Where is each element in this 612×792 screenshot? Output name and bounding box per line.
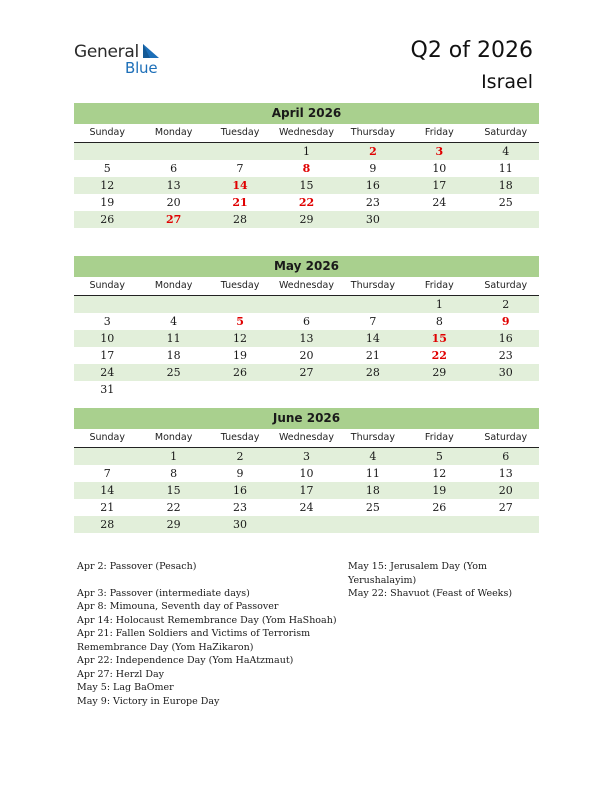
date-cell: 29 (299, 213, 314, 226)
holiday-entry: Apr 3: Passover (intermediate days) (77, 587, 250, 599)
weekday-thursday: Thursday (350, 127, 395, 138)
holiday-date-cell: 2 (369, 145, 377, 158)
holiday-entry: May 22: Shavuot (Feast of Weeks) (348, 588, 513, 599)
date-cell: 17 (432, 179, 447, 192)
weekday-friday: Friday (424, 280, 454, 291)
date-cell: 23 (498, 349, 513, 362)
date-cell: 18 (365, 484, 380, 497)
weekday-wednesday: Wednesday (278, 280, 334, 291)
date-cell: 27 (498, 501, 513, 514)
date-cell: 4 (369, 450, 377, 463)
date-cell: 2 (236, 450, 244, 463)
date-cell (273, 381, 339, 398)
weekday-tuesday: Tuesday (220, 127, 260, 138)
country-name: Israel (481, 71, 533, 93)
date-cell (140, 381, 206, 398)
date-cell: 1 (435, 298, 443, 311)
weekday-tuesday: Tuesday (220, 280, 260, 291)
date-cell: 29 (432, 366, 447, 379)
date-cell: 24 (100, 366, 115, 379)
date-cell: 11 (498, 162, 513, 175)
week-row (74, 347, 539, 364)
date-cell: 26 (100, 213, 115, 226)
holiday-entry: Apr 27: Herzl Day (77, 668, 164, 680)
date-cell: 14 (100, 484, 115, 497)
holiday-date-cell: 21 (232, 196, 248, 209)
week-row (74, 381, 539, 398)
date-cell (74, 448, 140, 465)
month-title: May 2026 (74, 256, 539, 277)
holiday-date-cell: 15 (431, 332, 447, 345)
date-cell: 7 (103, 467, 111, 480)
holiday-list-left (77, 560, 337, 708)
logo-blue-text: Blue (125, 59, 158, 77)
holiday-list-spacer (77, 574, 337, 587)
date-cell (340, 381, 406, 398)
weekday-saturday: Saturday (484, 280, 528, 291)
date-cell: 23 (365, 196, 380, 209)
date-cell: 11 (166, 332, 181, 345)
date-cell: 19 (100, 196, 115, 209)
holiday-date-cell: 22 (431, 349, 447, 362)
holiday-date-cell: 9 (501, 315, 510, 328)
date-cell: 26 (233, 366, 248, 379)
weekday-friday: Friday (424, 127, 454, 138)
weekday-header-row (74, 429, 539, 448)
date-cell: 15 (166, 484, 181, 497)
date-cell (406, 381, 472, 398)
date-cell (273, 296, 339, 313)
date-cell: 30 (498, 366, 513, 379)
week-row (74, 143, 539, 160)
week-row (74, 482, 539, 499)
date-cell: 30 (365, 213, 380, 226)
logo-flag-icon (141, 44, 161, 60)
date-cell: 6 (502, 450, 510, 463)
weekday-header-row (74, 124, 539, 143)
date-cell: 28 (100, 518, 115, 531)
weekday-sunday: Sunday (89, 432, 125, 443)
date-cell: 7 (236, 162, 244, 175)
logo-general-text: General (74, 42, 139, 62)
date-cell: 5 (435, 450, 443, 463)
date-cell: 13 (166, 179, 181, 192)
date-cell (473, 516, 539, 533)
weekday-monday: Monday (154, 280, 193, 291)
week-row (74, 364, 539, 381)
month-june (74, 408, 539, 533)
week-row (74, 160, 539, 177)
date-cell: 30 (233, 518, 248, 531)
holiday-date-cell: 5 (236, 315, 244, 328)
date-cell: 21 (365, 349, 380, 362)
date-cell: 21 (100, 501, 115, 514)
holiday-entry: Apr 8: Mimouna, Seventh day of Passover (77, 601, 279, 612)
date-cell (273, 516, 339, 533)
holiday-entry: Apr 22: Independence Day (Yom HaAtzmaut) (77, 655, 294, 666)
holiday-date-cell: 22 (298, 196, 315, 209)
date-cell: 3 (302, 450, 310, 463)
date-cell: 12 (233, 332, 248, 345)
date-cell (207, 381, 273, 398)
date-cell: 16 (233, 484, 248, 497)
week-row (74, 313, 539, 330)
date-cell (473, 381, 539, 398)
month-may (74, 256, 539, 398)
date-cell: 20 (498, 484, 513, 497)
date-cell: 1 (170, 450, 178, 463)
date-cell: 23 (233, 501, 248, 514)
date-cell: 14 (365, 332, 380, 345)
date-cell (406, 516, 472, 533)
weekday-monday: Monday (154, 127, 193, 138)
date-cell: 11 (365, 467, 380, 480)
date-cell (140, 296, 206, 313)
date-cell: 6 (302, 315, 310, 328)
date-cell: 13 (498, 467, 513, 480)
date-cell: 26 (432, 501, 447, 514)
week-row (74, 448, 539, 465)
week-row (74, 465, 539, 482)
holiday-entry: Apr 2: Passover (Pesach) (77, 561, 197, 572)
weekday-saturday: Saturday (484, 127, 528, 138)
month-title: June 2026 (74, 408, 539, 429)
holiday-entry: May 5: Lag BaOmer (77, 682, 174, 693)
date-cell (406, 211, 472, 228)
week-row (74, 211, 539, 228)
date-cell: 7 (369, 315, 377, 328)
date-cell: 6 (170, 162, 178, 175)
weekday-tuesday: Tuesday (220, 432, 260, 443)
date-cell: 1 (302, 145, 310, 158)
date-cell: 12 (432, 467, 447, 480)
date-cell: 4 (502, 145, 510, 158)
holiday-entry: May 15: Jerusalem Day (Yom Yerushalayim) (348, 561, 487, 586)
date-cell (340, 296, 406, 313)
weekday-wednesday: Wednesday (278, 432, 334, 443)
date-cell (473, 211, 539, 228)
weekday-thursday: Thursday (350, 280, 395, 291)
date-cell: 28 (233, 213, 248, 226)
date-cell (74, 143, 140, 160)
holiday-date-cell: 3 (435, 145, 444, 158)
date-cell: 8 (170, 467, 178, 480)
weekday-header-row (74, 277, 539, 296)
date-cell (340, 516, 406, 533)
date-cell: 9 (236, 467, 244, 480)
date-cell: 13 (299, 332, 314, 345)
holiday-entry: Apr 14: Holocaust Remembrance Day (Yom HaShoah) (77, 614, 337, 626)
holiday-entry: Apr 21: Fallen Soldiers and Victims of Terrorism Remembrance Day (Yom HaZikaron) (77, 628, 311, 653)
date-cell: 31 (100, 383, 115, 396)
date-cell (140, 143, 206, 160)
date-cell: 24 (432, 196, 447, 209)
date-cell: 12 (100, 179, 115, 192)
date-cell: 17 (100, 349, 115, 362)
date-cell: 19 (432, 484, 447, 497)
weekday-thursday: Thursday (350, 432, 395, 443)
date-cell: 20 (166, 196, 181, 209)
date-cell: 9 (369, 162, 377, 175)
date-cell: 22 (166, 501, 181, 514)
weekday-sunday: Sunday (89, 280, 125, 291)
month-april (74, 103, 539, 228)
date-cell: 2 (502, 298, 510, 311)
date-cell: 4 (170, 315, 178, 328)
date-cell (207, 143, 273, 160)
month-title: April 2026 (74, 103, 539, 124)
date-cell: 5 (103, 162, 111, 175)
date-cell: 8 (435, 315, 443, 328)
date-cell: 10 (100, 332, 115, 345)
logo (74, 42, 174, 80)
weekday-wednesday: Wednesday (278, 127, 334, 138)
date-cell: 18 (498, 179, 513, 192)
date-cell: 28 (365, 366, 380, 379)
week-row (74, 499, 539, 516)
date-cell: 25 (166, 366, 181, 379)
date-cell: 25 (498, 196, 513, 209)
week-row (74, 177, 539, 194)
date-cell: 18 (166, 349, 181, 362)
weekday-saturday: Saturday (484, 432, 528, 443)
weekday-friday: Friday (424, 432, 454, 443)
date-cell: 19 (233, 349, 248, 362)
weekday-monday: Monday (154, 432, 193, 443)
date-cell: 3 (103, 315, 111, 328)
date-cell (74, 296, 140, 313)
weekday-sunday: Sunday (89, 127, 125, 138)
date-cell: 24 (299, 501, 314, 514)
holiday-date-cell: 8 (302, 162, 311, 175)
holiday-date-cell: 27 (165, 213, 182, 226)
week-row (74, 516, 539, 533)
holiday-list-right (348, 560, 538, 601)
date-cell: 16 (498, 332, 513, 345)
holiday-entry: May 9: Victory in Europe Day (77, 695, 220, 707)
week-row (74, 330, 539, 347)
date-cell: 27 (299, 366, 314, 379)
date-cell: 16 (365, 179, 380, 192)
holiday-date-cell: 14 (232, 179, 248, 192)
date-cell: 10 (299, 467, 314, 480)
date-cell: 25 (365, 501, 380, 514)
date-cell (207, 296, 273, 313)
page-title: Q2 of 2026 (410, 38, 533, 63)
week-row (74, 194, 539, 211)
date-cell: 17 (299, 484, 314, 497)
date-cell: 10 (432, 162, 447, 175)
date-cell: 20 (299, 349, 314, 362)
date-cell: 29 (166, 518, 181, 531)
week-row (74, 296, 539, 313)
date-cell: 15 (299, 179, 314, 192)
